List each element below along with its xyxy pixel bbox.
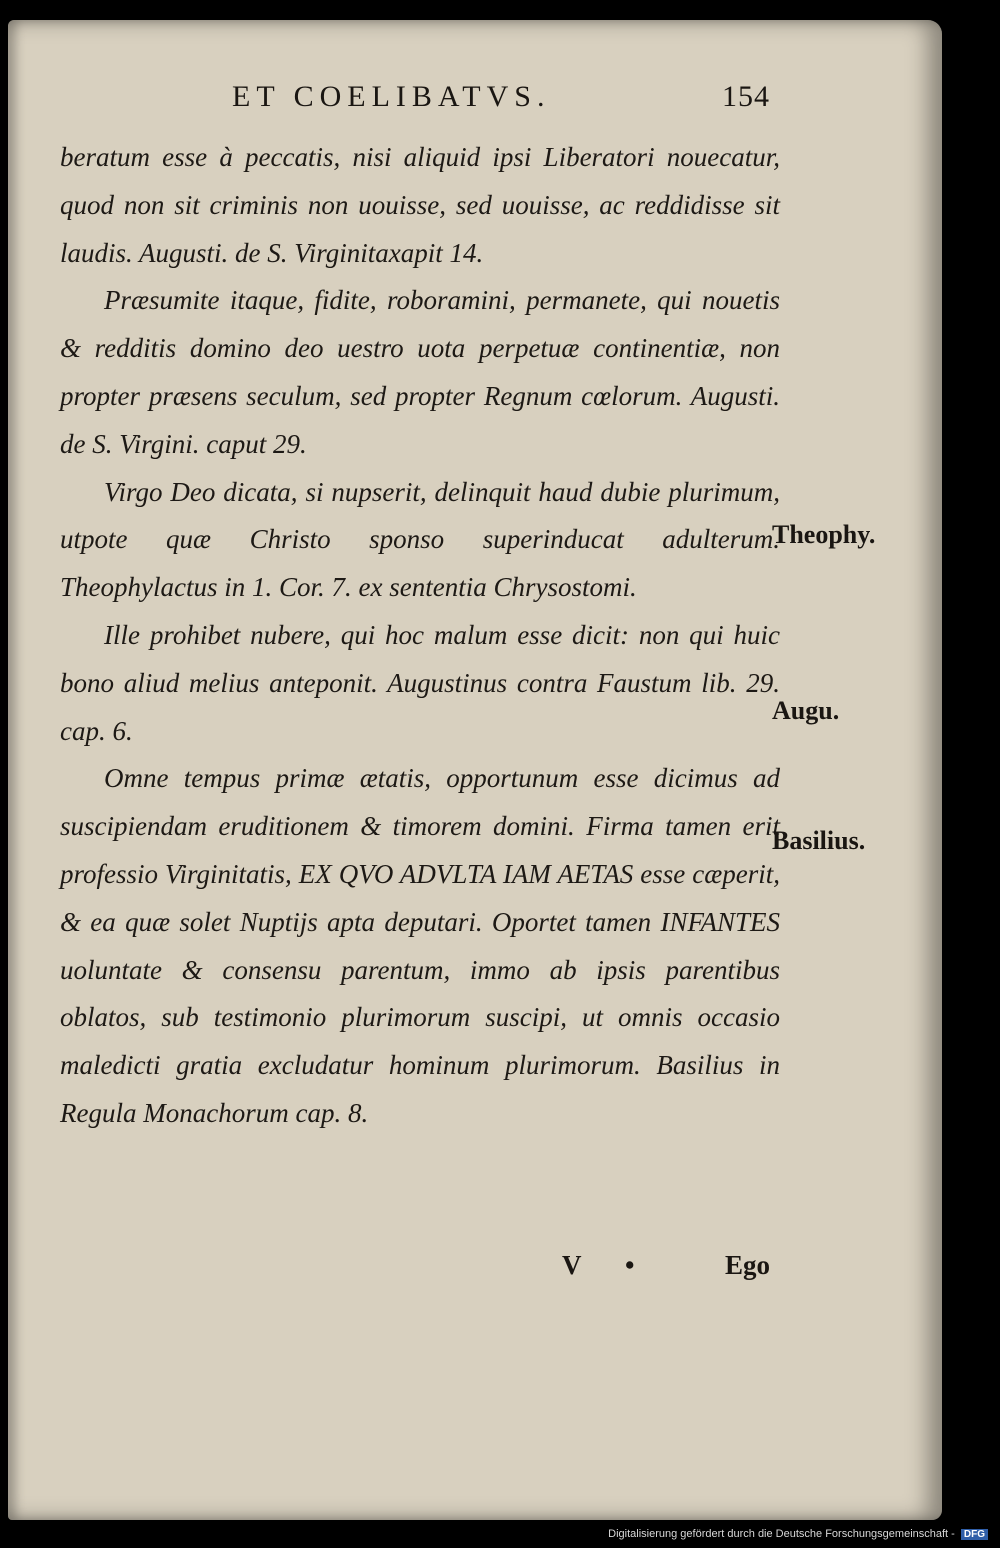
dfg-logo: DFG bbox=[961, 1529, 988, 1540]
paragraph-2: Præsumite itaque, fidite, roboramini, permanete, qui nouetis & redditis domino deo uestro uota perpetuæ continentiæ, non propter præsens seculum, sed propter Regnum cœlorum. Augusti. de S. Virgini. caput 29. bbox=[60, 285, 780, 459]
paragraph-5: Omne tempus primæ ætatis, opportunum esse dicimus ad suscipiendam eruditionem & timorem domini. Firma tamen erit professio Virginitatis, EX QVO ADVLTA IAM AETAS esse cæperit, & ea quæ solet Nuptijs apta deputari. Oportet tamen INFANTES uoluntate & consensu parentum, immo ab ipsis parentibus oblatos, sub testimonio plurimorum suscipi, ut omnis occasio maledicti gratia excludatur hominum plurimorum. Basilius in Regula Monachorum cap. 8. bbox=[60, 763, 780, 1128]
running-title: ET COELIBATVS. bbox=[232, 80, 551, 113]
paragraph-3: Virgo Deo dicata, si nupserit, delinquit haud dubie plurimum, utpote quæ Christo sponso superinducat adulterum. Theophylactus in 1. Cor. 7. ex sententia Chrysostomi. bbox=[60, 476, 780, 603]
page-body bbox=[60, 134, 780, 1138]
signature-dot: • bbox=[625, 1250, 635, 1280]
marginal-note-basilius: Basilius. bbox=[772, 826, 866, 855]
page-number: 154 bbox=[722, 80, 770, 113]
catchword: Ego bbox=[725, 1250, 771, 1280]
paragraph-4: Ille prohibet nubere, qui hoc malum esse dicit: non qui huic bono aliud melius anteponit. Augustinus contra Faustum lib. 29. cap. 6. bbox=[60, 619, 780, 746]
marginal-note-theophylactus: Theophy. bbox=[772, 520, 876, 549]
paragraph-1: beratum esse à peccatis, nisi aliquid ipsi Liberatori nouecatur, quod non sit criminis non uouisse, sed uouisse, ac reddidisse sit laudis. Augusti. de S. Virginitaxapit 14. bbox=[60, 142, 780, 268]
digitization-credit bbox=[608, 1528, 988, 1540]
marginal-note-augustinus: Augu. bbox=[772, 696, 840, 725]
signature-mark: V bbox=[562, 1250, 582, 1280]
credit-text: Digitalisierung gefördert durch die Deutsche Forschungsgemeinschaft - bbox=[608, 1528, 955, 1540]
running-header bbox=[60, 80, 770, 120]
